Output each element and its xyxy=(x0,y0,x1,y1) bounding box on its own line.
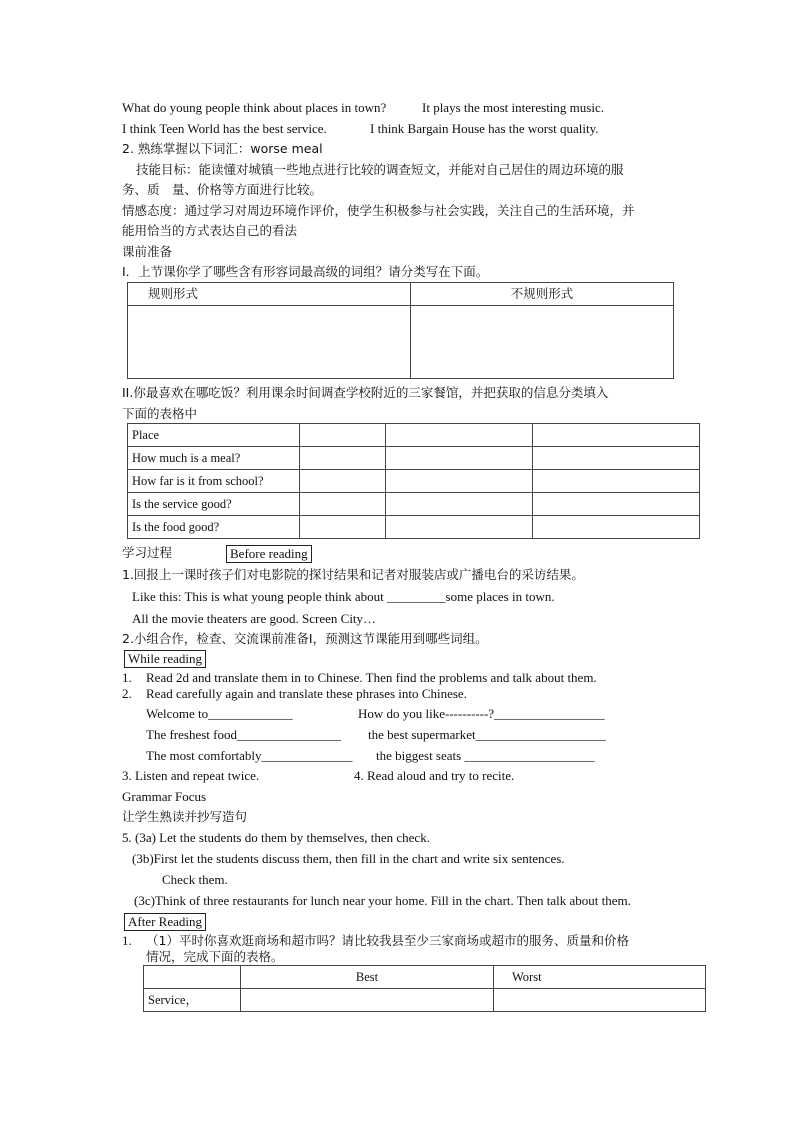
phrase-blank: Welcome to_____________ xyxy=(146,706,293,721)
list-number: 2. xyxy=(122,686,132,701)
cell[interactable] xyxy=(533,470,700,493)
after-reading-label: After Reading xyxy=(124,913,206,931)
cell[interactable] xyxy=(386,447,533,470)
phrase-blank: the biggest seats ____________________ xyxy=(376,748,595,763)
question-line: What do young people think about places in town? xyxy=(122,100,387,115)
step-5-3a: 5. (3a) Let the students do them by themselves, then check. xyxy=(122,830,430,845)
cell-regular[interactable] xyxy=(128,306,411,379)
cell[interactable] xyxy=(533,493,700,516)
reading-task-1: Read 2d and translate them in to Chinese. Then find the problems and talk about them. xyxy=(146,670,597,685)
skill-goal: 技能目标：能读懂对城镇一些地点进行比较的调查短文，并能对自己居住的周边环境的服 xyxy=(136,162,624,177)
step-5-3b-cont: Check them. xyxy=(162,872,228,887)
table-row xyxy=(128,493,700,516)
section-heading: 学习过程 xyxy=(122,545,173,560)
table-row xyxy=(128,424,700,447)
after-reading-task: （1）平时你喜欢逛商场和超市吗？请比较我县至少三家商场或超市的服务、质量和价格 xyxy=(146,933,629,948)
cell[interactable] xyxy=(533,447,700,470)
exercise-2-prompt-cont: 下面的表格中 xyxy=(122,406,198,421)
table-shop-comparison xyxy=(143,965,706,1012)
attitude-goal-cont: 能用恰当的方式表达自己的看法 xyxy=(122,223,298,238)
phrase-blank: The most comfortably______________ xyxy=(146,748,353,763)
exercise-1-prompt: Ⅰ．上节课你学了哪些含有形容词最高级的词组？请分类写在下面。 xyxy=(122,264,489,279)
step-5-3c: (3c)Think of three restaurants for lunch near your home. Fill in the chart. Then talk about them. xyxy=(134,893,631,908)
cell[interactable] xyxy=(300,470,386,493)
table-row xyxy=(128,447,700,470)
row-label-service: Service， xyxy=(144,989,241,1012)
cell[interactable] xyxy=(533,516,700,539)
cell[interactable] xyxy=(300,493,386,516)
example-line: All the movie theaters are good. Screen City… xyxy=(132,611,377,626)
row-label: Is the service good? xyxy=(128,493,300,516)
cell-irregular[interactable] xyxy=(411,306,674,379)
list-number: 1. xyxy=(122,933,132,948)
table-row xyxy=(128,516,700,539)
header-irregular: 不规则形式 xyxy=(411,283,674,306)
exercise-2-prompt: II.你最喜欢在哪吃饭？利用课余时间调查学校附近的三家餐馆，并把获取的信息分类填入 xyxy=(122,385,609,400)
step-3: 3. Listen and repeat twice. xyxy=(122,768,260,783)
grammar-focus-heading: Grammar Focus xyxy=(122,789,207,804)
after-reading-task-cont: 情况，完成下面的表格。 xyxy=(146,949,284,964)
skill-goal-cont: 务、质 量、价格等方面进行比较。 xyxy=(122,182,323,197)
list-number: 1. xyxy=(122,670,132,685)
cell[interactable] xyxy=(300,516,386,539)
phrase-blank: The freshest food________________ xyxy=(146,727,341,742)
step-5-3b: (3b)First let the students discuss them, then fill in the chart and write six sentences. xyxy=(132,851,565,866)
table-superlatives xyxy=(127,282,674,379)
answer-line: It plays the most interesting music. xyxy=(422,100,604,115)
header-best: Best xyxy=(241,966,494,989)
header-blank xyxy=(144,966,241,989)
row-label: Is the food good? xyxy=(128,516,300,539)
example-sentence: I think Teen World has the best service. xyxy=(122,121,327,136)
cell[interactable] xyxy=(241,989,494,1012)
cell[interactable] xyxy=(300,424,386,447)
cell[interactable] xyxy=(386,516,533,539)
step-4: 4. Read aloud and try to recite. xyxy=(354,768,515,783)
attitude-goal: 情感态度：通过学习对周边环境作评价，使学生积极参与社会实践，关注自己的生活环境，并 xyxy=(122,203,635,218)
header-worst: Worst xyxy=(494,966,706,989)
cell[interactable] xyxy=(386,493,533,516)
table-row xyxy=(128,470,700,493)
table-restaurants xyxy=(127,423,700,539)
before-reading-label: Before reading xyxy=(226,545,312,563)
phrase-blank: the best supermarket____________________ xyxy=(368,727,606,742)
phrase-blank: How do you like----------?_________________ xyxy=(358,706,605,721)
row-label: Place xyxy=(128,424,300,447)
cell[interactable] xyxy=(533,424,700,447)
row-label: How much is a meal? xyxy=(128,447,300,470)
row-label: How far is it from school? xyxy=(128,470,300,493)
step-2: 2.小组合作，检查、交流课前准备Ⅰ，预测这节课能用到哪些词组。 xyxy=(122,631,488,646)
section-heading: 课前准备 xyxy=(122,244,173,259)
cell[interactable] xyxy=(386,424,533,447)
example-line: Like this: This is what young people think about _________some places in town. xyxy=(132,589,555,604)
example-sentence: I think Bargain House has the worst quality. xyxy=(370,121,599,136)
cell[interactable] xyxy=(386,470,533,493)
step-1: 1.回报上一课时孩子们对电影院的探讨结果和记者对服装店或广播电台的采访结果。 xyxy=(122,567,584,582)
cell[interactable] xyxy=(300,447,386,470)
while-reading-label: While reading xyxy=(124,650,206,668)
header-regular: 规则形式 xyxy=(128,283,411,306)
cell[interactable] xyxy=(494,989,706,1012)
grammar-instruction: 让学生熟读并抄写造句 xyxy=(122,809,248,824)
reading-task-2: Read carefully again and translate these phrases into Chinese. xyxy=(146,686,467,701)
vocab-line: 2. 熟练掌握以下词汇：worse meal xyxy=(122,141,323,156)
